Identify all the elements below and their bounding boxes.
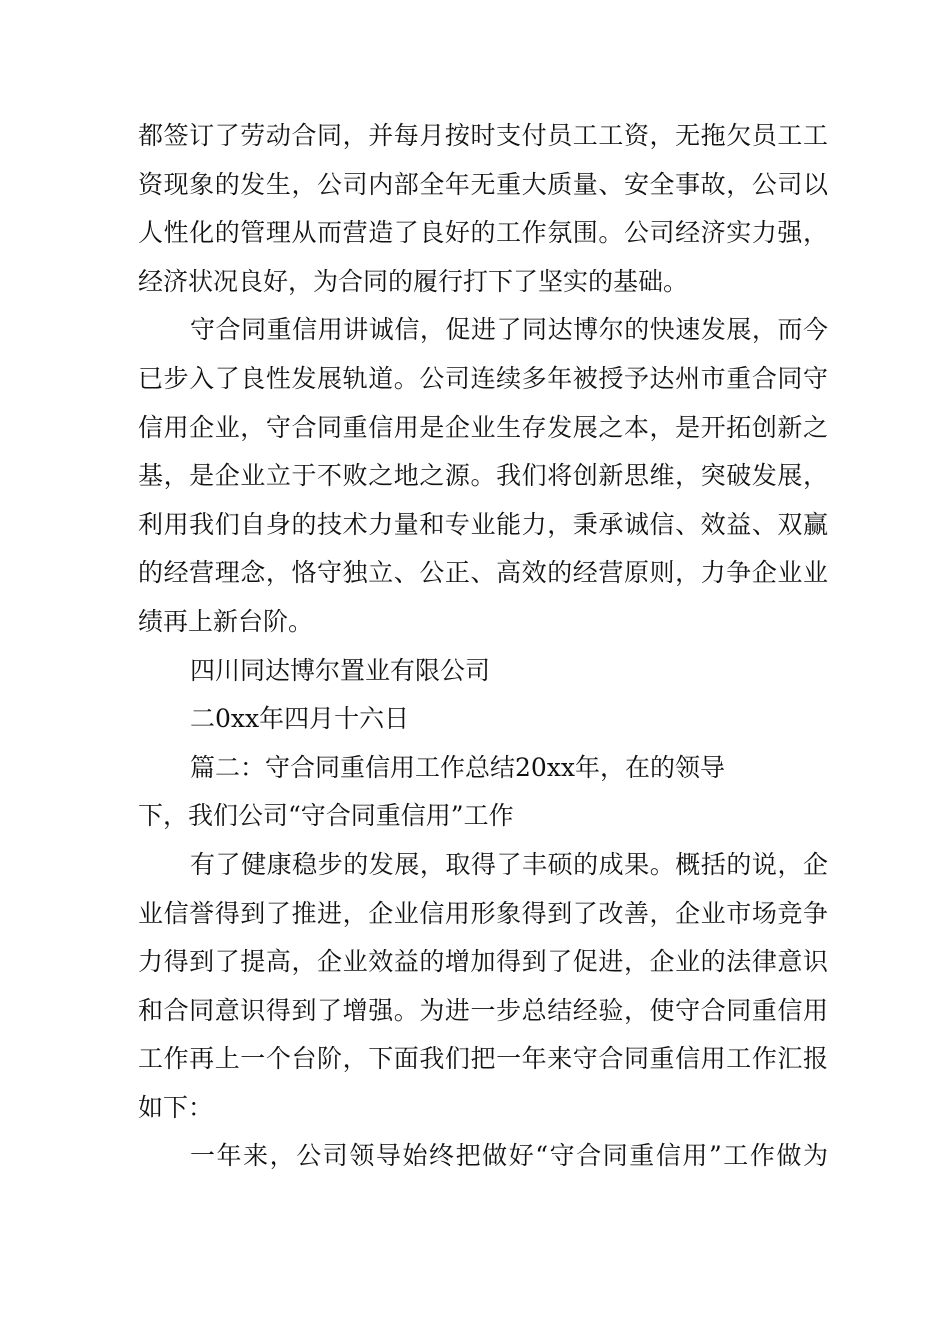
text-line: 利用我们自身的技术力量和专业能力，秉承诚信、效益、双赢	[138, 509, 828, 539]
document-page	[138, 112, 828, 1181]
company-name: 四川同达博尔置业有限公司	[190, 655, 491, 685]
text-line: 力得到了提高，企业效益的增加得到了促进，企业的法律意识	[138, 947, 828, 977]
text-line: 下，我们公司“守合同重信用”工作	[138, 801, 514, 831]
text-line: 资现象的发生，公司内部全年无重大质量、安全事故，公司以	[138, 169, 828, 199]
text-line: 的经营理念，恪守独立、公正、高效的经营原则，力争企业业	[138, 558, 828, 588]
document-date: 二0xx年四月十六日	[190, 704, 410, 734]
text-line: 守合同重信用讲诚信，促进了同达博尔的快速发展，而今	[190, 315, 828, 345]
text-line: 基，是企业立于不败之地之源。我们将创新思维，突破发展，	[138, 461, 828, 491]
section-heading: 篇二：守合同重信用工作总结20xx年，在的领导	[190, 752, 726, 782]
text-line: 业信誉得到了推进，企业信用形象得到了改善，企业市场竞争	[138, 898, 828, 928]
text-line: 已步入了良性发展轨道。公司连续多年被授予达州市重合同守	[138, 363, 828, 393]
text-line: 人性化的管理从而营造了良好的工作氛围。公司经济实力强，	[138, 218, 828, 248]
text-line: 工作再上一个台阶，下面我们把一年来守合同重信用工作汇报	[138, 1044, 828, 1074]
text-line: 有了健康稳步的发展，取得了丰硕的成果。概括的说，企	[190, 849, 828, 879]
text-line: 如下：	[138, 1092, 214, 1122]
text-line: 和合同意识得到了增强。为进一步总结经验，使守合同重信用	[138, 995, 828, 1025]
text-line: 信用企业，守合同重信用是企业生存发展之本，是开拓创新之	[138, 412, 828, 442]
text-line: 都签订了劳动合同，并每月按时支付员工工资，无拖欠员工工	[138, 121, 828, 150]
text-line: 一年来，公司领导始终把做好“守合同重信用”工作做为	[190, 1141, 828, 1171]
text-line: 经济状况良好，为合同的履行打下了坚实的基础。	[138, 266, 689, 296]
text-line: 绩再上新台阶。	[138, 606, 314, 636]
